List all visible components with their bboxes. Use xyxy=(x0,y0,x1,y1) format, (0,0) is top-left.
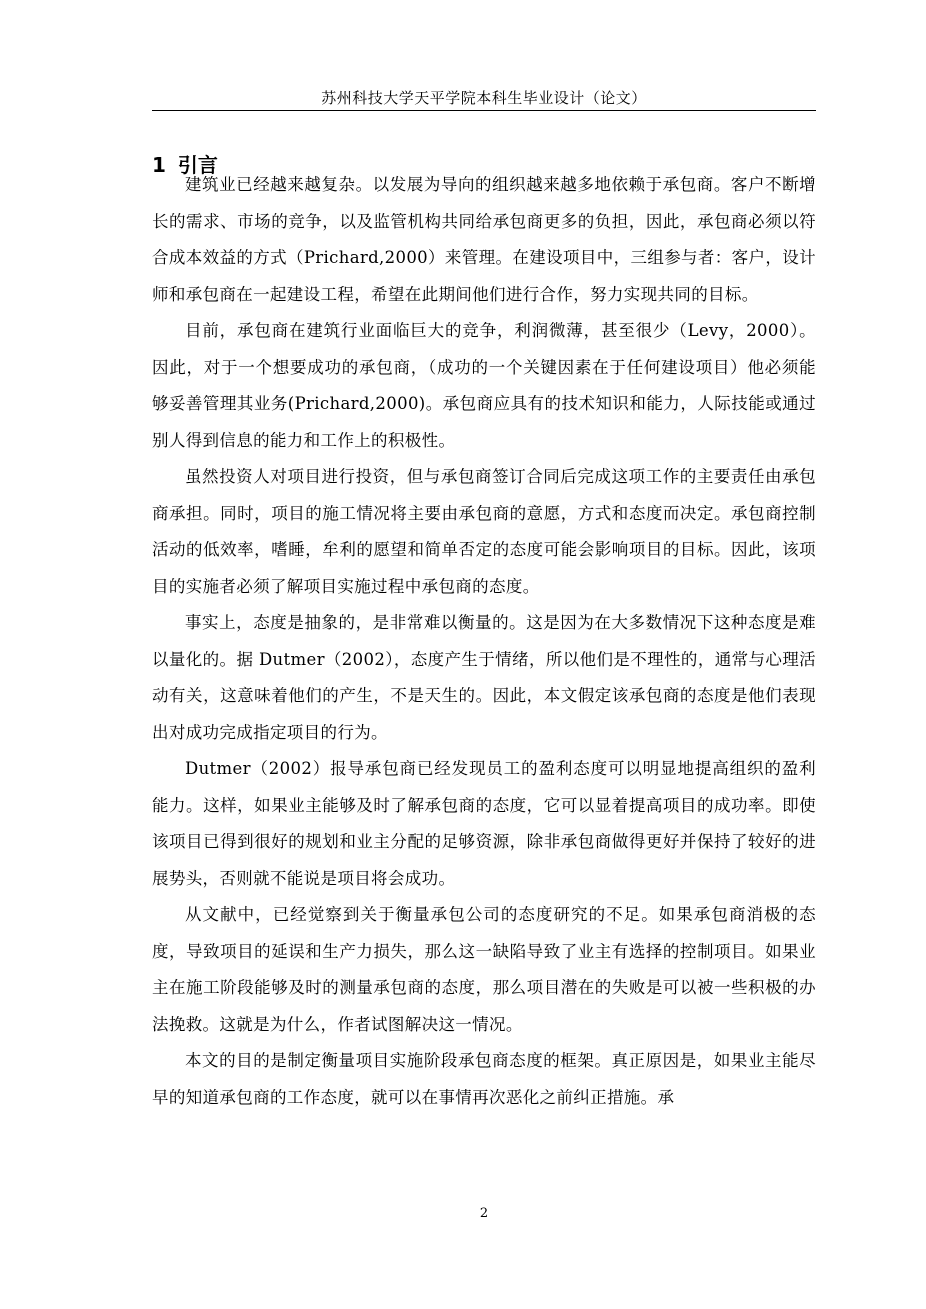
paragraph-5: Dutmer（2002）报导承包商已经发现员工的盈利态度可以明显地提高组织的盈利能力。这样，如果业主能够及时了解承包商的态度，它可以显着提高项目的成功率。即使该项目已得到很好的规划和业主分配的足够资源，除非承包商做得更好并保持了较好的进展势头，否则就不能说是项目将会成功。 xyxy=(152,759,816,888)
body-text xyxy=(152,167,816,1116)
section-title: 引言 xyxy=(177,153,218,177)
page-number: 2 xyxy=(479,1206,489,1221)
paragraph-7: 本文的目的是制定衡量项目实施阶段承包商态度的框架。真正原因是，如果业主能尽早的知道承包商的工作态度，就可以在事情再次恶化之前纠正措施。承 xyxy=(152,1051,816,1107)
section-number: 1 xyxy=(152,153,166,177)
running-header: 苏州科技大学天平学院本科生毕业设计（论文） xyxy=(321,89,647,107)
paragraph-4: 事实上，态度是抽象的，是非常难以衡量的。这是因为在大多数情况下这种态度是难以量化的。据 Dutmer（2002），态度产生于情绪，所以他们是不理性的，通常与心理活动有关，这意味着他们的产生，不是天生的。因此，本文假定该承包商的态度是他们表现出对成功完成指定项目的行为。 xyxy=(152,613,816,742)
paragraph-2: 目前，承包商在建筑行业面临巨大的竞争，利润微薄，甚至很少（Levy，2000）。因此，对于一个想要成功的承包商，（成功的一个关键因素在于任何建设项目）他必须能够妥善管理其业务(Prichard,2000)。承包商应具有的技术知识和能力，人际技能或通过别人得到信息的能力和工作上的积极性。 xyxy=(152,321,816,450)
paragraph-1: 建筑业已经越来越复杂。以发展为导向的组织越来越多地依赖于承包商。客户不断增长的需求、市场的竞争，以及监管机构共同给承包商更多的负担，因此，承包商必须以符合成本效益的方式（Prichard,2000）来管理。在建设项目中，三组参与者：客户，设计师和承包商在一起建设工程，希望在此期间他们进行合作，努力实现共同的目标。 xyxy=(152,175,816,304)
header-rule xyxy=(152,110,816,111)
paragraph-6: 从文献中，已经觉察到关于衡量承包公司的态度研究的不足。如果承包商消极的态度，导致项目的延误和生产力损失，那么这一缺陷导致了业主有选择的控制项目。如果业主在施工阶段能够及时的测量承包商的态度，那么项目潜在的失败是可以被一些积极的办法挽救。这就是为什么，作者试图解决这一情况。 xyxy=(152,905,816,1034)
paragraph-3: 虽然投资人对项目进行投资，但与承包商签订合同后完成这项工作的主要责任由承包商承担。同时，项目的施工情况将主要由承包商的意愿，方式和态度而决定。承包商控制活动的低效率，嗜睡，牟利的愿望和简单否定的态度可能会影响项目的目标。因此，该项目的实施者必须了解项目实施过程中承包商的态度。 xyxy=(152,467,816,596)
